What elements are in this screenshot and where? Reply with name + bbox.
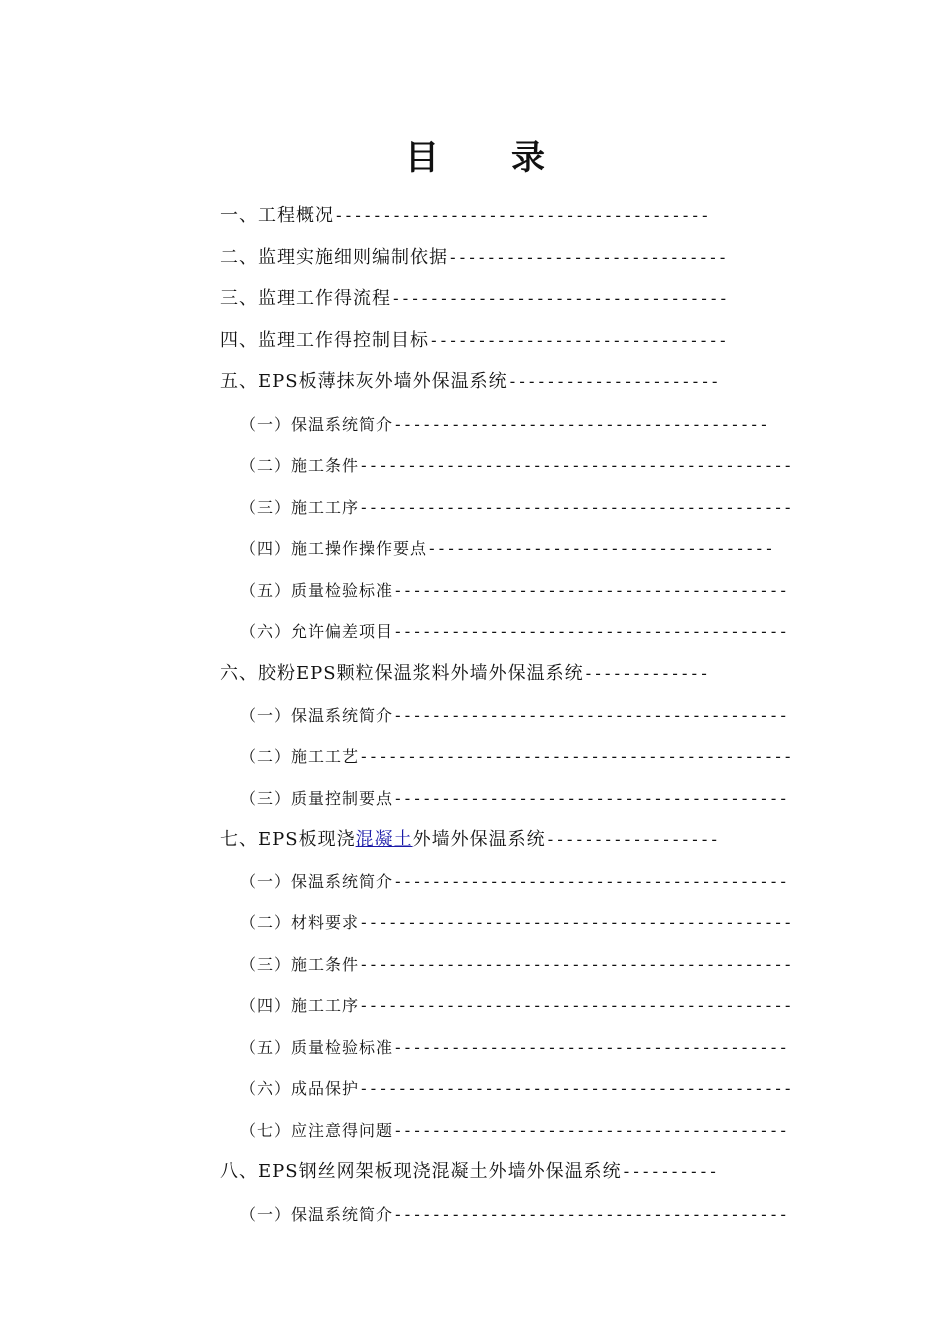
toc-subentry[interactable]: （二）材料要求--------------------------------------------- (240, 913, 793, 932)
toc-entry[interactable]: 五、EPS板薄抹灰外墙外保温系统---------------------- (220, 371, 720, 392)
title-char-2: 录 (511, 138, 545, 178)
leader-dashes: ---------- (621, 1162, 718, 1181)
toc-subentry[interactable]: （二）施工工艺--------------------------------------------- (240, 747, 793, 766)
concrete-link[interactable]: 混凝土 (355, 829, 413, 850)
page-title (0, 130, 950, 179)
leader-dashes: ----------------------------------------- (393, 789, 788, 808)
toc-subentry[interactable]: （六）成品保护--------------------------------------------- (240, 1079, 793, 1098)
toc-subentry[interactable]: （三）施工工序--------------------------------------------- (240, 498, 793, 517)
leader-dashes: ----------------------------------------- (393, 706, 788, 725)
toc-entry[interactable]: 三、监理工作得流程----------------------------------- (220, 288, 729, 309)
toc-entry[interactable]: 一、工程概况--------------------------------------- (220, 205, 710, 226)
toc-entry[interactable]: 七、EPS板现浇混凝土外墙外保温系统------------------ (220, 829, 719, 850)
leader-dashes: --------------------------------------------- (359, 913, 793, 932)
leader-dashes: --------------------------------------------- (359, 456, 793, 475)
toc-subentry[interactable]: （一）保温系统简介----------------------------------------- (240, 1205, 788, 1224)
toc-subentry[interactable]: （二）施工条件--------------------------------------------- (240, 456, 793, 475)
leader-dashes: ----------------------------------------- (393, 622, 788, 641)
leader-dashes: --------------------------------------- (334, 206, 710, 225)
toc-subentry[interactable]: （一）保温系统简介----------------------------------------- (240, 706, 788, 725)
toc-subentry[interactable]: （六）允许偏差项目----------------------------------------- (240, 622, 788, 641)
leader-dashes: ----------------------------------------- (393, 1038, 788, 1057)
leader-dashes: ------------------------------------ (427, 539, 774, 558)
toc-subentry[interactable]: （四）施工操作操作要点------------------------------------ (240, 539, 774, 558)
toc-subentry[interactable]: （四）施工工序--------------------------------------------- (240, 996, 793, 1015)
toc-subentry[interactable]: （三）质量控制要点----------------------------------------- (240, 789, 788, 808)
leader-dashes: ----------------------------------------- (393, 1121, 788, 1140)
title-char-1: 目 (405, 138, 439, 178)
toc-subentry[interactable]: （五）质量检验标准----------------------------------------- (240, 581, 788, 600)
leader-dashes: --------------------------------------- (393, 415, 769, 434)
leader-dashes: --------------------------------------------- (359, 747, 793, 766)
toc-subentry[interactable]: （一）保温系统简介----------------------------------------- (240, 872, 788, 891)
toc-entry[interactable]: 八、EPS钢丝网架板现浇混凝土外墙外保温系统---------- (220, 1161, 718, 1182)
toc-subentry[interactable]: （一）保温系统简介--------------------------------------- (240, 415, 769, 434)
leader-dashes: ------------- (583, 664, 709, 683)
toc-subentry[interactable]: （五）质量检验标准----------------------------------------- (240, 1038, 788, 1057)
leader-dashes: ------------------ (545, 830, 719, 849)
leader-dashes: ----------------------------------------- (393, 1205, 788, 1224)
leader-dashes: ----------------------------------------- (393, 581, 788, 600)
leader-dashes: --------------------------------------------- (359, 955, 793, 974)
leader-dashes: --------------------------------------------- (359, 1079, 793, 1098)
leader-dashes: --------------------------------------------- (359, 498, 793, 517)
leader-dashes: ---------------------- (507, 372, 720, 391)
leader-dashes: ----------------------------------------- (393, 872, 788, 891)
leader-dashes: ----------------------------------- (391, 289, 729, 308)
toc-entry[interactable]: 四、监理工作得控制目标------------------------------- (220, 330, 728, 351)
leader-dashes: ------------------------------- (429, 331, 728, 350)
leader-dashes: --------------------------------------------- (359, 996, 793, 1015)
toc-subentry[interactable]: （七）应注意得问题----------------------------------------- (240, 1121, 788, 1140)
toc-entry[interactable]: 六、胶粉EPS颗粒保温浆料外墙外保温系统------------- (220, 663, 709, 684)
toc-entry[interactable]: 二、监理实施细则编制依据----------------------------- (220, 247, 728, 268)
toc-subentry[interactable]: （三）施工条件--------------------------------------------- (240, 955, 793, 974)
leader-dashes: ----------------------------- (448, 248, 728, 267)
